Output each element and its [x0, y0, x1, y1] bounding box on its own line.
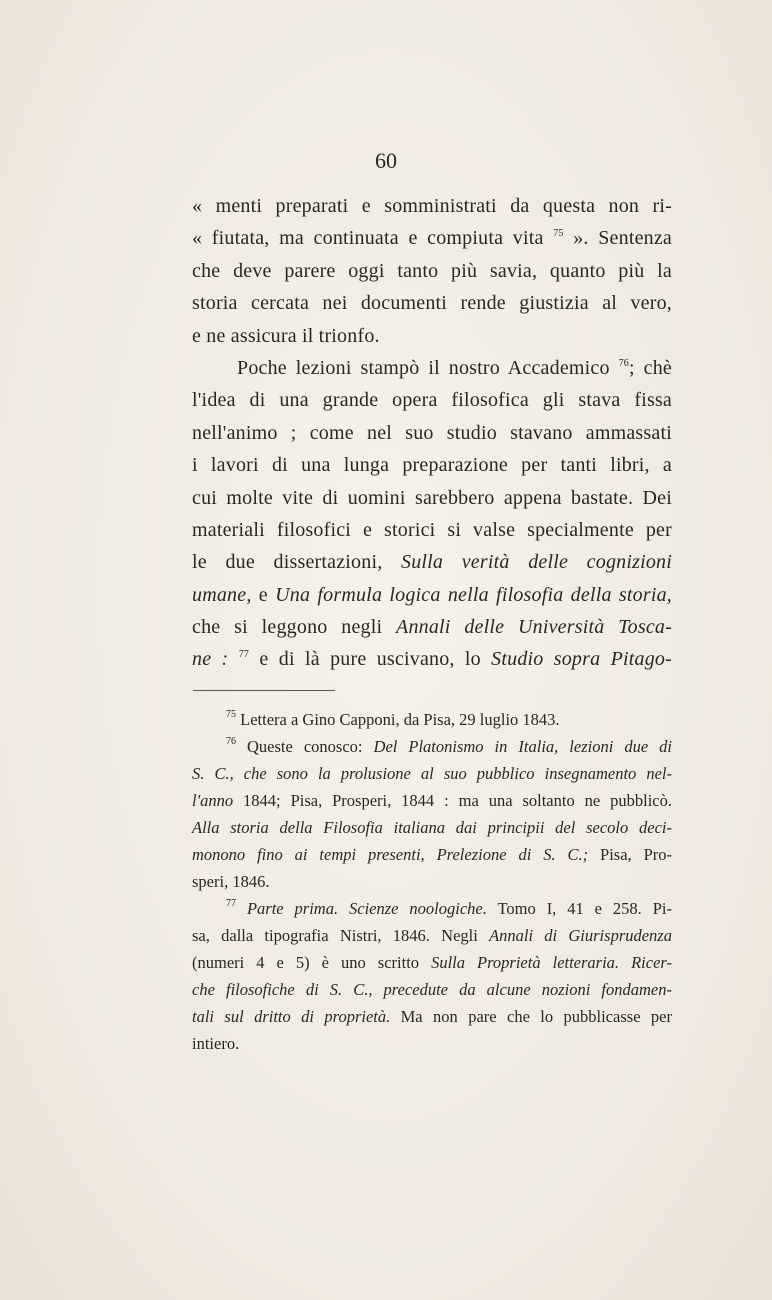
text-run: Ma non pare che lo pubblicasse per: [390, 1007, 672, 1026]
text-run: e ne assicura il trionfo.: [192, 324, 380, 347]
footnote-separator: [193, 690, 335, 691]
italic-text: Sulla verità delle cognizioni: [401, 551, 672, 574]
text-run: (numeri 4 e 5) è uno scritto: [192, 953, 432, 972]
text-run: « fiutata, ma continuata e compiuta vita: [192, 227, 554, 250]
text-run: 1844; Pisa, Prosperi, 1844 : ma una soltanto ne pubblicò.: [233, 791, 672, 810]
footnote-line: [192, 868, 672, 895]
text-run: che deve parere oggi tanto più savia, quanto più la: [192, 259, 672, 282]
body-line: [192, 222, 672, 254]
italic-text: umane: [192, 583, 247, 606]
text-run: intiero.: [192, 1034, 240, 1053]
body-line: [192, 417, 672, 449]
text-run: le due dissertazioni,: [192, 551, 402, 574]
text-run: ; chè: [628, 356, 672, 379]
body-line: [192, 352, 672, 384]
footnote-line: [192, 760, 672, 787]
text-run: cui molte vite di uomini sarebbero appena bastate. Dei: [192, 486, 672, 509]
italic-text: Del Platonismo in Italia, lezioni due di: [373, 737, 672, 756]
footnote-marker: 75: [553, 228, 564, 240]
footnotes: [192, 706, 672, 1057]
body-line: [192, 546, 672, 578]
text-run: Lettera a Gino Capponi, da Pisa, 29 luglio 1843.: [236, 710, 560, 729]
italic-text: Studio sopra Pitago-: [491, 648, 672, 671]
body-line: [192, 255, 672, 287]
italic-text: monono fino ai tempi presenti, Prelezione di S. C.;: [192, 845, 589, 864]
footnote-marker: 75: [226, 709, 236, 720]
body-line: [192, 611, 672, 643]
text-run: , e: [246, 583, 276, 606]
text-run: che si leggono negli: [192, 616, 397, 639]
text-run: nell'animo ; come nel suo studio stavano ammassati: [192, 421, 672, 444]
italic-text: S. C., che sono la prolusione al suo pubblico insegnamento nel-: [192, 764, 672, 783]
italic-text: Una formula logica nella filosofia della storia,: [275, 583, 672, 606]
body-line: [192, 287, 672, 319]
footnote-marker: 77: [226, 898, 236, 909]
text-run: materiali filosofici e storici si valse specialmente per: [192, 518, 672, 541]
text-run: i lavori di una lunga preparazione per tanti libri, a: [192, 454, 672, 477]
footnote-line: [192, 787, 672, 814]
main-text: [192, 190, 672, 676]
text-run: ». Sentenza: [563, 227, 673, 250]
text-run: Pisa, Pro-: [588, 845, 673, 864]
body-line: [192, 579, 672, 611]
italic-text: Annali di Giurisprudenza: [489, 926, 672, 945]
footnote-line: [192, 733, 672, 760]
body-line: [192, 482, 672, 514]
footnote-line: [192, 922, 672, 949]
text-run: Queste conosco:: [236, 737, 374, 756]
text-run: l'idea di una grande opera filosofica gli stava fissa: [192, 389, 672, 412]
footnote-line: [192, 976, 672, 1003]
italic-text: Sulla Proprietà letteraria. Ricer-: [431, 953, 672, 972]
text-run: Poche lezioni stampò il nostro Accademico: [237, 356, 619, 379]
italic-text: Annali delle Università Tosca-: [396, 616, 672, 639]
footnote-line: [192, 1030, 672, 1057]
text-run: « menti preparati e somministrati da questa non ri-: [192, 195, 672, 217]
text-run: [236, 899, 247, 918]
italic-text: Parte prima. Scienze noologiche.: [246, 899, 487, 918]
footnote-marker: 77: [238, 649, 250, 661]
body-line: [192, 449, 672, 481]
text-run: Tomo I, 41 e 258. Pi-: [486, 899, 672, 918]
footnote-line: [192, 706, 672, 733]
text-run: sa, dalla tipografia Nistri, 1846. Negli: [192, 926, 490, 945]
footnote-line: [192, 841, 672, 868]
text-run: speri, 1846.: [192, 872, 270, 891]
page-number: 60: [375, 148, 397, 173]
text-run: storia cercata nei documenti rende giustizia al vero,: [192, 292, 672, 315]
body-line: [192, 384, 672, 416]
body-line: [192, 190, 672, 222]
italic-text: ne :: [192, 648, 239, 671]
footnote-marker: 76: [226, 736, 236, 747]
body-line: [192, 643, 672, 675]
italic-text: che filosofiche di S. C., precedute da alcune nozioni fondamen-: [192, 980, 672, 999]
italic-text: l'anno: [192, 791, 234, 810]
italic-text: Alla storia della Filosofia italiana dai principii del secolo deci-: [192, 818, 672, 837]
footnote-marker: 76: [618, 357, 629, 369]
footnote-line: [192, 949, 672, 976]
italic-text: tali sul dritto di proprietà.: [192, 1007, 391, 1026]
footnote-line: [192, 895, 672, 922]
footnote-line: [192, 1003, 672, 1030]
body-line: [192, 514, 672, 546]
text-run: e di là pure uscivano, lo: [249, 648, 492, 671]
body-line: [192, 320, 672, 352]
footnote-line: [192, 814, 672, 841]
